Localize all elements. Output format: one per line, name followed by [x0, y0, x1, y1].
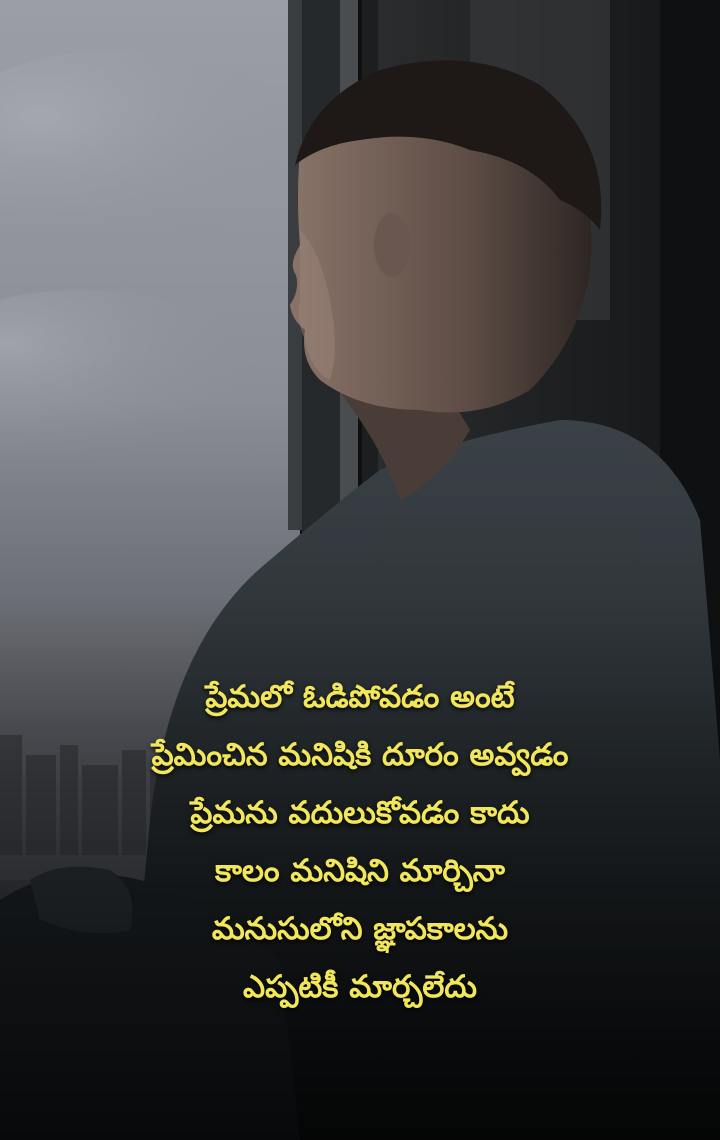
quote-line: మనుసులోని జ్ఞాపకాలను [211, 911, 509, 947]
quote-line: కాలం మనిషిని మార్చినా [215, 853, 505, 889]
quote-line: ప్రేమను వదులుకోవడం కాదు [190, 795, 530, 831]
quote-line: ఎప్పటికీ మార్చలేదు [243, 969, 477, 1005]
quote-line: ప్రేమలో ఓడిపోవడం అంటే [205, 679, 515, 715]
quote-line: ప్రేమించిన మనిషికి దూరం అవ్వడం [151, 737, 569, 773]
quote-text [0, 668, 720, 1016]
